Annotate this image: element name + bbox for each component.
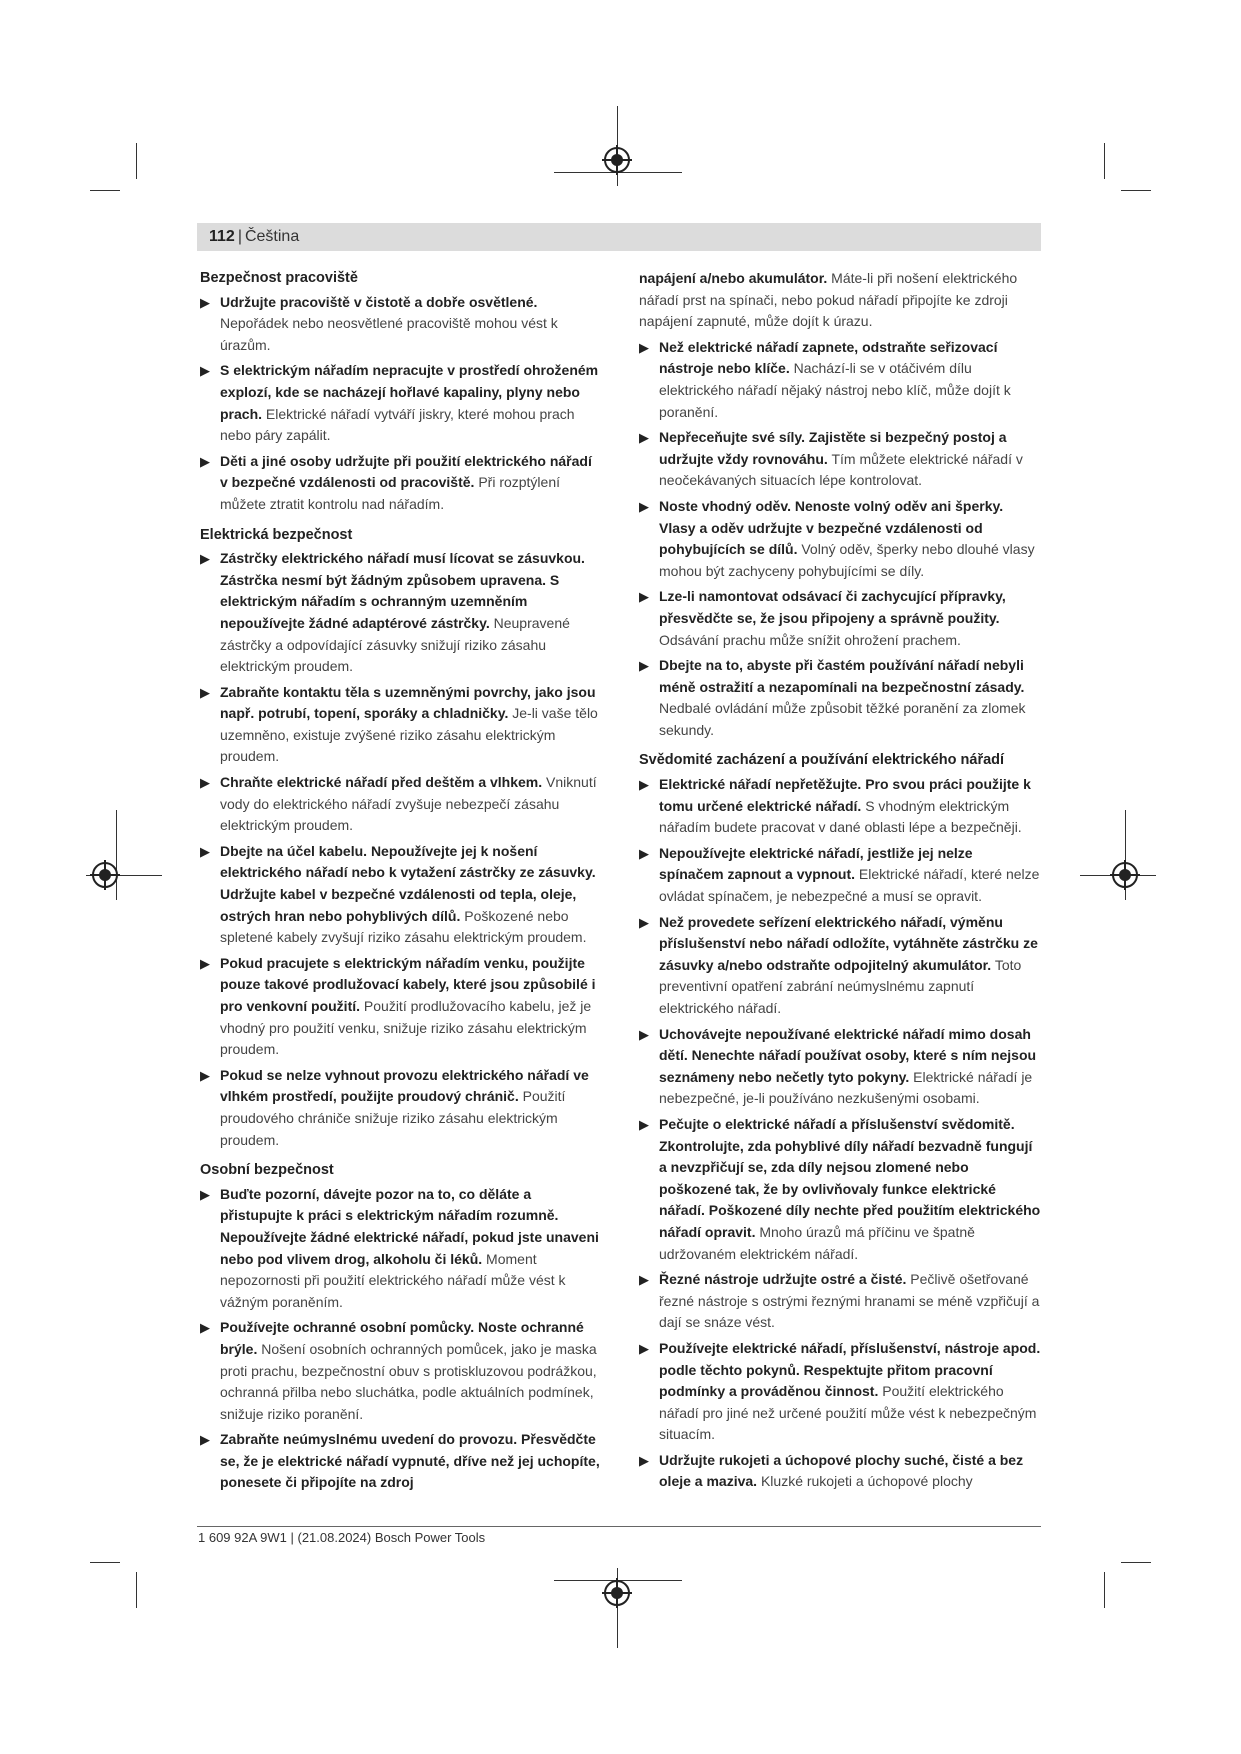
bullet-arrow-icon: ▶ [200,363,210,379]
safety-instruction [200,360,600,446]
instruction-bold: Pokud se nelze vyhnout provozu elektrického nářadí ve vlhkém prostředí, použijte proudový chránič. [220,1066,589,1105]
instruction-bold: Pečujte o elektrické nářadí a příslušenství svědomitě. Zkontrolujte, zda pohyblivé díly nářadí bezvadně fungují a nevzpřičují se, zda díly nejsou zlomené nebo poškozené tak, že by ovlivňovaly funkce elektrické nářadí. Poškozené díly nechte před použitím elektrického nářadí opravit. [659,1115,1041,1240]
instruction-bold: napájení a/nebo akumulátor. [639,270,828,286]
instruction-bold: Nepřeceňujte své síly. Zajistěte si bezpečný postoj a udržujte vždy rovnováhu. [659,429,1007,467]
crop-mark [1121,190,1151,191]
instruction-text: Použití proudového chrániče snižuje riziko zásahu elektrickým proudem. [220,1088,566,1148]
instruction-bold: Chraňte elektrické nářadí před deštěm a vlhkem. [220,774,543,791]
instruction-bold: Udržujte pracoviště v čistotě a dobře osvětlené. [220,293,538,310]
instruction-bold: Používejte ochranné osobní pomůcky. Noste ochranné brýle. [220,1319,584,1357]
safety-instruction [639,774,1041,839]
instruction-bold: Lze-li namontovat odsávací či zachycující přípravky, přesvědčte se, že jsou připojeny a správně použity. [659,588,1006,626]
instruction-bold: Než elektrické nářadí zapnete, odstraňte seřizovací nástroje nebo klíče. [659,338,998,377]
bullet-arrow-icon: ▶ [200,1320,210,1336]
left-column [200,268,600,1498]
instruction-text: Pečlivě ošetřované řezné nástroje s ostrými řeznými hranami se méně vzpřičují a dají se snáze vést. [659,1271,1040,1331]
instruction-text: Nedbalé ovládání může způsobit těžké poranění za zlomek sekundy. [659,700,1026,738]
section-heading: Svědomité zacházení a používání elektrického nářadí [639,752,1005,769]
safety-instruction [639,1338,1041,1446]
safety-instruction [200,1065,600,1151]
safety-instruction [639,912,1041,1020]
instruction-text: S vhodným elektrickým nářadím budete pracovat v dané oblasti lépe a bezpečněji. [659,797,1022,836]
bullet-arrow-icon: ▶ [200,294,210,310]
instruction-text: Elektrické nářadí je nebezpečné, je-li používáno nezkušenými osobami. [659,1068,1033,1107]
crop-mark [1121,1562,1151,1563]
section-heading: Osobní bezpečnost [200,1162,334,1179]
bullet-arrow-icon: ▶ [639,339,649,355]
section-heading: Bezpečnost pracoviště [200,270,358,286]
page-number: 112 [209,228,235,245]
safety-instruction [639,843,1041,908]
crop-mark [1104,143,1105,179]
instruction-bold: Používejte elektrické nářadí, příslušenství, nástroje apod. podle těchto pokynů. Respektujte přitom pracovní podmínky a prováděnou činnost. [659,1339,1041,1400]
crop-mark [136,143,137,179]
instruction-text: Nepořádek nebo neosvětlené pracoviště mohou vést k úrazům. [220,315,558,353]
safety-instruction [639,268,1041,333]
bullet-arrow-icon: ▶ [639,430,649,446]
instruction-text: Použití elektrického nářadí pro jiné než určené použití může vést k nebezpečným situacím. [659,1383,1037,1443]
bullet-arrow-icon: ▶ [639,658,649,674]
header-separator: | [237,228,242,245]
bullet-arrow-icon: ▶ [639,777,649,793]
safety-instruction [639,496,1041,582]
page-footer: 1 609 92A 9W1 | (21.08.2024) Bosch Power Tools [198,1530,486,1545]
instruction-text: Poškozené nebo spletené kabely zvyšují riziko zásahu elektrickým proudem. [220,907,587,946]
instruction-text: Vniknutí vody do elektrického nářadí zvyšuje nebezpečí zásahu elektrickým proudem. [220,774,597,834]
instruction-text: Máte-li při nošení elektrického nářadí prst na spínači, nebo pokud nářadí připojíte ke zdroji napájení zapnuté, může dojít k úrazu. [639,270,1018,330]
instruction-text: Tím můžete elektrické nářadí v neočekávaných situacích lépe kontrolovat. [659,450,1023,489]
instruction-bold: Uchovávejte nepoužívané elektrické nářadí mimo dosah dětí. Nenechte nářadí používat osoby, které s ním nejsou seznámeny nebo nečetly tyto pokyny. [659,1025,1037,1085]
bullet-arrow-icon: ▶ [200,1186,210,1202]
instruction-text: Je-li vaše tělo uzemněno, existuje zvýšené riziko zásahu elektrickým proudem. [220,705,598,765]
safety-instruction [200,1184,600,1314]
crop-mark [90,1562,120,1563]
crop-mark [1104,1572,1105,1608]
instruction-bold: Buďte pozorní, dávejte pozor na to, co děláte a přistupujte k práci s elektrickým nářadím rozumně. Nepoužívejte žádné elektrické nářadí, pokud jste unaveni nebo pod vlivem drog, alkoholu či léků. [220,1185,599,1267]
crop-mark [116,810,117,900]
instruction-bold: Elektrické nářadí nepřetěžujte. Pro svou práci použijte k tomu určené elektrické nářadí. [659,776,1031,814]
crop-mark [90,190,120,191]
instruction-text: Při rozptýlení můžete ztratit kontrolu nad nářadím. [220,474,561,512]
instruction-bold: Zabraňte kontaktu těla s uzemněnými povrchy, jako jsou např. potrubí, topení, sporáky a chladničky. [220,683,596,722]
safety-instruction [200,292,600,357]
instruction-bold: Udržujte rukojeti a úchopové plochy suché, čisté a bez oleje a maziva. [659,1451,1024,1490]
instruction-text: Kluzké rukojeti a úchopové plochy [760,1473,973,1490]
instruction-bold: Nepoužívejte elektrické nářadí, jestliže jej nelze spínačem zapnout a vypnout. [659,844,973,883]
instruction-bold: Noste vhodný oděv. Nenoste volný oděv ani šperky. Vlasy a oděv udržujte v bezpečné vzdálenosti od pohybujících se dílů. [659,497,1004,558]
registration-mark-icon [1112,862,1138,888]
instruction-text: Nachází-li se v otáčivém dílu elektrického nářadí nějaký nástroj nebo klíč, může dojít k poranění. [659,360,1011,420]
instruction-text: Odsávání prachu může snížit ohrožení prachem. [659,631,961,648]
instruction-text: Volný oděv, šperky nebo dlouhé vlasy mohou být zachyceny pohybujícími se díly. [659,541,1035,579]
safety-instruction [200,1317,600,1425]
bullet-arrow-icon: ▶ [200,955,210,971]
registration-mark-icon [92,862,118,888]
safety-instruction [639,1114,1041,1265]
instruction-bold: Dbejte na to, abyste při častém používání nářadí nebyli méně ostražití a nezapomínali na bezpečnostní zásady. [659,657,1025,695]
safety-instruction [200,1429,600,1494]
safety-instruction [639,655,1041,741]
bullet-arrow-icon: ▶ [200,684,210,700]
bullet-arrow-icon: ▶ [639,1452,649,1468]
bullet-arrow-icon: ▶ [200,551,210,567]
safety-instruction [639,1024,1041,1110]
safety-instruction [200,451,600,516]
safety-instruction [200,548,600,678]
bullet-arrow-icon: ▶ [639,1340,649,1356]
bullet-arrow-icon: ▶ [200,843,210,859]
instruction-bold: Řezné nástroje udržujte ostré a čisté. [659,1271,907,1288]
bullet-arrow-icon: ▶ [639,914,649,930]
registration-mark-icon [604,1580,630,1606]
instruction-bold: Dbejte na účel kabelu. Nepoužívejte jej k nošení elektrického nářadí nebo k vytažení zástrčky ze zásuvky. Udržujte kabel v bezpečné vzdálenosti od tepla, oleje, ostrých hran nebo pohyblivých dílů. [220,842,596,924]
crop-mark [136,1572,137,1608]
registration-mark-icon [604,147,630,173]
safety-instruction [639,1269,1041,1334]
bullet-arrow-icon: ▶ [639,1272,649,1288]
instruction-bold: Pokud pracujete s elektrickým nářadím venku, použijte pouze takové prodlužovací kabely, které jsou způsobilé i pro venkovní použití. [220,954,596,1014]
instruction-text: Nošení osobních ochranných pomůcek, jako je maska proti prachu, bezpečnostní obuv s protiskluzovou podrážkou, ochranná přilba nebo sluchátka, podle aktuálních podmínek, snižuje riziko poranění. [220,1340,597,1422]
instruction-bold: S elektrickým nářadím nepracujte v prostředí ohroženém explozí, kde se nacházejí hořlavé kapaliny, plyny nebo prach. [220,362,599,422]
bullet-arrow-icon: ▶ [639,1026,649,1042]
instruction-text: Elektrické nářadí vytváří jiskry, které mohou prach nebo páry zapálit. [220,405,575,444]
page-header [197,223,1041,251]
footer-divider [197,1526,1041,1527]
bullet-arrow-icon: ▶ [200,775,210,791]
safety-instruction [200,841,600,949]
bullet-arrow-icon: ▶ [200,1067,210,1083]
safety-instruction [200,772,600,837]
section-heading: Elektrická bezpečnost [200,526,353,543]
instruction-bold: Děti a jiné osoby udržujte při použití elektrického nářadí v bezpečné vzdálenosti od pracoviště. [220,452,592,491]
instruction-bold: Než provedete seřízení elektrického nářadí, výměnu příslušenství nebo nářadí odložíte, vytáhněte zástrčku ze zásuvky a/nebo odstraňte odpojitelný akumulátor. [659,913,1038,973]
instruction-bold: Zabraňte neúmyslnému uvedení do provozu. Přesvědčte se, že je elektrické nářadí vypnuté, dříve než jej uchopíte, ponesete či připojíte na zdroj [220,1431,600,1491]
instruction-text: Použití prodlužovacího kabelu, jež je vhodný pro použití venku, snižuje riziko zásahu elektrickým proudem. [220,998,592,1058]
safety-instruction [200,682,600,768]
instruction-text: Moment nepozornosti při použití elektrického nářadí může vést k vážným poraněním. [220,1250,566,1310]
instruction-text: Toto preventivní opatření zabrání neúmyslnému zapnutí elektrického nářadí. [659,956,1022,1016]
bullet-arrow-icon: ▶ [639,1116,649,1132]
bullet-arrow-icon: ▶ [639,845,649,861]
instruction-text: Neupravené zástrčky a odpovídající zásuvky snižují riziko zásahu elektrickým proudem. [220,614,570,675]
instruction-text: Elektrické nářadí, které nelze ovládat spínačem, je nebezpečné a musí se opravit. [659,866,1040,905]
safety-instruction [639,337,1041,423]
instruction-text: Mnoho úrazů má příčinu ve špatně udržovaném elektrickém nářadí. [659,1223,975,1262]
bullet-arrow-icon: ▶ [200,1432,210,1448]
safety-instruction [639,1450,1041,1493]
safety-instruction [639,586,1041,651]
safety-instruction [200,953,600,1061]
right-column [639,268,1041,1497]
bullet-arrow-icon: ▶ [639,589,649,605]
section-title: Čeština [244,228,300,245]
bullet-arrow-icon: ▶ [200,453,210,469]
instruction-bold: Zástrčky elektrického nářadí musí lícovat se zásuvkou. Zástrčka nesmí být žádným způsobem upravena. S elektrickým nářadím s ochranným uzemněním nepoužívejte žádné adaptérové zástrčky. [220,550,585,631]
bullet-arrow-icon: ▶ [639,498,649,514]
safety-instruction [639,427,1041,492]
